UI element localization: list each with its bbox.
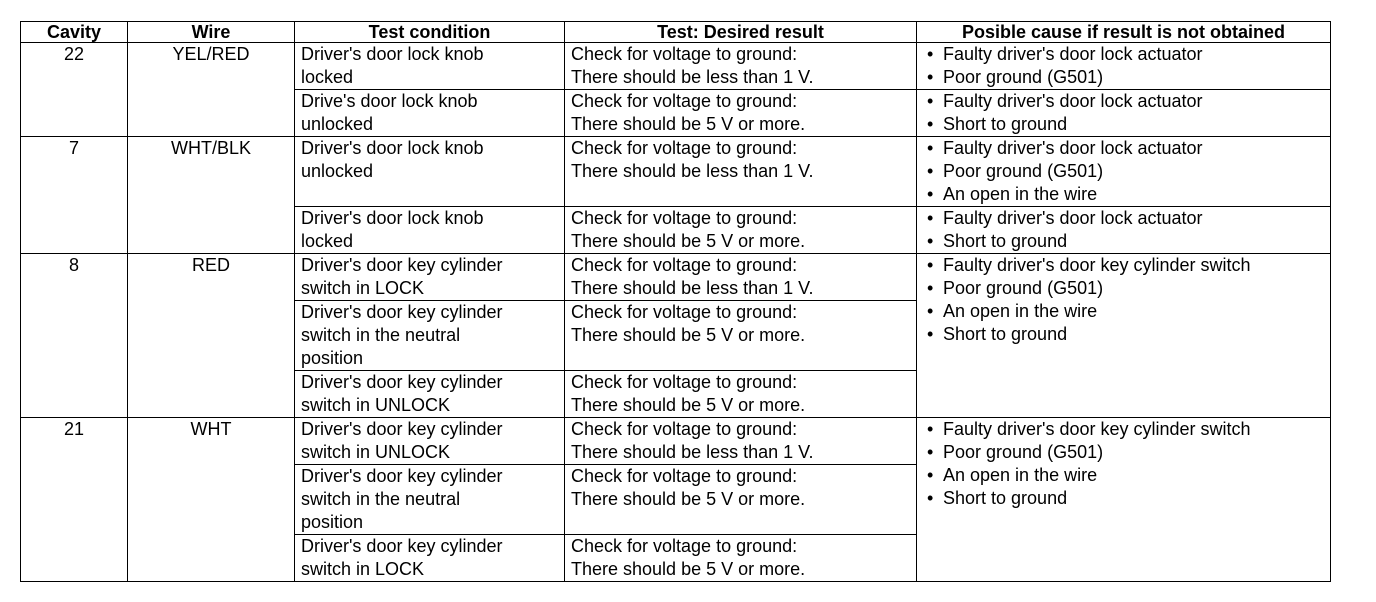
cause-item: • An open in the wire: [923, 464, 1324, 487]
cause-item: • An open in the wire: [923, 300, 1324, 323]
header-possible-cause: Posible cause if result is not obtained: [917, 22, 1331, 43]
header-row: [21, 22, 1331, 43]
cause-cell: [917, 254, 1331, 418]
wire-cell: WHT/BLK: [128, 137, 295, 254]
result-cell: Check for voltage to ground: There should be 5 V or more.: [565, 535, 917, 582]
wire-cell: WHT: [128, 418, 295, 582]
cause-list: [923, 43, 1324, 89]
cause-item: • Short to ground: [923, 323, 1324, 346]
table-row: [21, 137, 1331, 207]
header-test-condition: Test condition: [295, 22, 565, 43]
cause-item: • Short to ground: [923, 113, 1324, 136]
cause-item: • Short to ground: [923, 487, 1324, 510]
header-wire: Wire: [128, 22, 295, 43]
condition-cell: Driver's door key cylinder switch in the neutral position: [295, 301, 565, 371]
cause-item: • Poor ground (G501): [923, 160, 1324, 183]
cause-cell: [917, 207, 1331, 254]
result-cell: Check for voltage to ground: There should be less than 1 V.: [565, 43, 917, 90]
result-cell: Check for voltage to ground: There should be 5 V or more.: [565, 207, 917, 254]
cause-list: [923, 137, 1324, 206]
cause-item: • Poor ground (G501): [923, 277, 1324, 300]
cavity-cell: 7: [21, 137, 128, 254]
condition-cell: Driver's door key cylinder switch in LOCK: [295, 254, 565, 301]
table-row: [21, 43, 1331, 90]
condition-cell: Driver's door key cylinder switch in UNLOCK: [295, 371, 565, 418]
condition-cell: Driver's door lock knob unlocked: [295, 137, 565, 207]
table-row: [21, 418, 1331, 465]
cause-list: [923, 254, 1324, 346]
result-cell: Check for voltage to ground: There should be 5 V or more.: [565, 371, 917, 418]
cause-item: • Faulty driver's door key cylinder switch: [923, 254, 1324, 277]
result-cell: Check for voltage to ground: There should be 5 V or more.: [565, 301, 917, 371]
cause-list: [923, 418, 1324, 510]
cause-item: • Short to ground: [923, 230, 1324, 253]
result-cell: Check for voltage to ground: There should be 5 V or more.: [565, 465, 917, 535]
cause-cell: [917, 418, 1331, 582]
cause-cell: [917, 137, 1331, 207]
condition-cell: Drive's door lock knob unlocked: [295, 90, 565, 137]
condition-cell: Driver's door key cylinder switch in the neutral position: [295, 465, 565, 535]
cause-item: • Faulty driver's door lock actuator: [923, 207, 1324, 230]
result-cell: Check for voltage to ground: There should be less than 1 V.: [565, 418, 917, 465]
condition-cell: Driver's door lock knob locked: [295, 207, 565, 254]
wire-cell: YEL/RED: [128, 43, 295, 137]
wire-cell: RED: [128, 254, 295, 418]
cause-item: • Faulty driver's door lock actuator: [923, 43, 1324, 66]
header-test-result: Test: Desired result: [565, 22, 917, 43]
result-cell: Check for voltage to ground: There should be less than 1 V.: [565, 254, 917, 301]
condition-cell: Driver's door key cylinder switch in UNLOCK: [295, 418, 565, 465]
result-cell: Check for voltage to ground: There should be less than 1 V.: [565, 137, 917, 207]
cavity-cell: 21: [21, 418, 128, 582]
cause-list: [923, 90, 1324, 136]
cause-item: • Poor ground (G501): [923, 441, 1324, 464]
table-row: [21, 254, 1331, 301]
cause-item: • Faulty driver's door key cylinder switch: [923, 418, 1324, 441]
cause-item: • Faulty driver's door lock actuator: [923, 137, 1324, 160]
cavity-cell: 8: [21, 254, 128, 418]
result-cell: Check for voltage to ground: There should be 5 V or more.: [565, 90, 917, 137]
cause-cell: [917, 90, 1331, 137]
cavity-cell: 22: [21, 43, 128, 137]
header-cavity: Cavity: [21, 22, 128, 43]
condition-cell: Driver's door key cylinder switch in LOCK: [295, 535, 565, 582]
cause-item: • Poor ground (G501): [923, 66, 1324, 89]
cause-item: • Faulty driver's door lock actuator: [923, 90, 1324, 113]
cause-cell: [917, 43, 1331, 90]
cause-item: • An open in the wire: [923, 183, 1324, 206]
troubleshooting-table: [20, 21, 1331, 582]
cause-list: [923, 207, 1324, 253]
condition-cell: Driver's door lock knob locked: [295, 43, 565, 90]
